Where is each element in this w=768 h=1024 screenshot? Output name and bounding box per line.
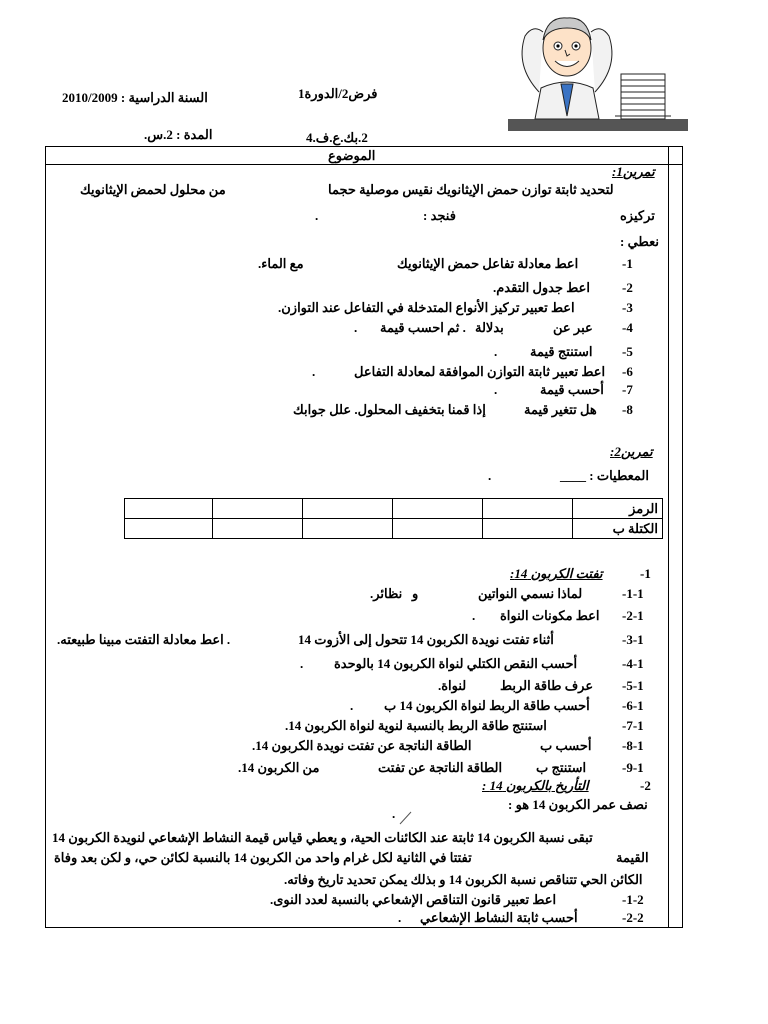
ex2-q1-6a: أحسب طاقة الربط لنواة الكربون 14 ب <box>384 698 590 713</box>
ex2-q1-1-num: -1-1 <box>622 586 644 601</box>
ex1-q7b: . <box>494 382 498 397</box>
ex2-q1-4a: أحسب النقص الكتلي لنواة الكربون 14 بالوحدة <box>334 656 578 671</box>
duration-label: المدة : 2.س. <box>144 127 213 142</box>
ex1-q8b: إذا قمنا بتخفيف المحلول. علل جوابك <box>293 402 486 417</box>
table-cell <box>212 519 302 539</box>
table-cell <box>482 499 572 519</box>
ex2-q2-2a: أحسب ثابتة النشاط الإشعاعي <box>420 910 578 925</box>
ex2-q1-6b: . <box>350 698 354 713</box>
ex2-part1-title: تفتت الكربون 14: <box>510 566 603 581</box>
ex2-q2-2-num: -2-2 <box>622 910 644 925</box>
ex1-q4-num: -4 <box>622 320 633 335</box>
school-year: السنة الدراسية : 2010/2009 <box>62 90 208 105</box>
ex2-q1-8-num: -8-1 <box>622 738 644 753</box>
ex2-q1-5b: لنواة. <box>438 678 467 693</box>
ex2-q1-9a: استنتج ب <box>536 760 587 775</box>
ex1-q4b: بدلالة <box>475 320 504 335</box>
ex2-part2-title: التأريخ بالكربون 14 : <box>482 778 589 793</box>
exercise2-title: تمرين2: <box>610 444 653 459</box>
ex1-q8-num: -8 <box>622 402 633 417</box>
ex2-q1-2b: . <box>472 608 476 623</box>
table-cell <box>392 499 482 519</box>
ex2-halflife: نصف عمر الكربون 14 هو : <box>508 797 648 812</box>
table-cell <box>302 519 392 539</box>
ex1-intro-line1b: من محلول لحمض الإيثانويك <box>80 182 226 197</box>
ex1-q1-num: -1 <box>622 256 633 271</box>
ex2-q1-3-num: -3-1 <box>622 632 644 647</box>
ex2-q1-9c: من الكربون 14. <box>238 760 320 775</box>
ex1-q2-num: -2 <box>622 280 633 295</box>
ex1-q1a: اعط معادلة تفاعل حمض الإيثانويك <box>397 256 579 271</box>
ex1-q3-num: -3 <box>622 300 633 315</box>
ex1-intro-line2c: . <box>315 208 319 223</box>
ex2-q1-9b: الطاقة الناتجة عن تفتت <box>378 760 503 775</box>
ex2-q2-1-num: -1-2 <box>622 892 644 907</box>
table-cell <box>302 499 392 519</box>
ex2-para-line3: الكائن الحي تتناقص نسبة الكربون 14 و بذلك يمكن تحديد تاريخ وفاته. <box>284 872 643 887</box>
ex2-q1-4-num: -4-1 <box>622 656 644 671</box>
ex2-q1-7-num: -7-1 <box>622 718 644 733</box>
table-cell <box>212 499 302 519</box>
ex2-q1-2a: اعط مكونات النواة <box>500 608 600 623</box>
ex2-q1-5-num: -5-1 <box>622 678 644 693</box>
ex1-q6a: اعط تعبير ثابتة التوازن الموافقة لمعادلة التفاعل <box>354 364 606 379</box>
class-label: 2.بك.ع.ف.4 <box>306 130 368 145</box>
ex2-q1-5a: عرف طاقة الربط <box>500 678 594 693</box>
ex1-intro-line2a: تركيزه <box>620 208 655 223</box>
ex2-para-line2b: تفتتا في الثانية لكل غرام واحد من الكربون 14 بالنسبة لكائن حي، و لكن بعد وفاة <box>54 850 472 865</box>
ex2-part2-num: -2 <box>640 778 651 793</box>
ex1-given: نعطي : <box>620 234 659 249</box>
ex2-part1-num: -1 <box>640 566 651 581</box>
table-row-label: الرمز <box>572 499 662 519</box>
ex1-q4a: عبر عن <box>553 320 593 335</box>
ex1-q7-num: -7 <box>622 382 633 397</box>
mass-table <box>124 498 663 539</box>
ex2-q1-1a: لماذا نسمي النواتين <box>478 586 583 601</box>
exam-title: فرض2/الدورة1 <box>298 86 378 101</box>
table-row <box>125 499 663 519</box>
frame-margin-line <box>668 146 669 928</box>
ex2-q1-8a: أحسب ب <box>540 738 592 753</box>
ex2-q1-3b: . اعط معادلة التفتت مبينا طبيعته. <box>57 632 231 647</box>
ex1-intro-line2b: فنجد : <box>423 208 456 223</box>
ex1-q5b: . <box>494 344 498 359</box>
slash-mark-icon <box>398 810 414 826</box>
ex1-q3: اعط تعبير تركيز الأنواع المتدخلة في التفاعل عند التوازن. <box>278 300 575 315</box>
table-cell <box>125 499 213 519</box>
table-cell <box>125 519 213 539</box>
ex2-q2-1: اعط تعبير قانون التناقص الإشعاعي بالنسبة لعدد النوى. <box>270 892 557 907</box>
ex2-q1-4b: . <box>300 656 304 671</box>
ex1-intro-line1: لتحديد ثابتة توازن حمض الإيثانويك نقيس موصلية حجما <box>328 182 614 197</box>
ex2-q1-6-num: -6-1 <box>622 698 644 713</box>
ex2-q1-1b: و <box>412 586 419 601</box>
ex2-data-dot: . <box>488 468 492 483</box>
exercise1-title: تمرين1: <box>612 164 655 179</box>
ex2-q1-3a: أثناء تفتت نويدة الكربون 14 تتحول إلى الأزوت 14 <box>298 632 554 647</box>
ex2-q1-1c: نظائر. <box>370 586 403 601</box>
ex2-q1-7: استنتج طاقة الربط بالنسبة لنوية لنواة الكربون 14. <box>285 718 547 733</box>
table-row-label: الكتلة ب <box>572 519 662 539</box>
ex1-q4c: . ثم احسب قيمة <box>380 320 466 335</box>
ex1-q1b: مع الماء. <box>258 256 304 271</box>
table-row <box>125 519 663 539</box>
ex1-q6b: . <box>312 364 316 379</box>
ex1-q4d: . <box>354 320 358 335</box>
ex2-q1-9-num: -9-1 <box>622 760 644 775</box>
teacher-clipart-icon <box>495 6 690 138</box>
ex2-q1-8b: الطاقة الناتجة عن تفتت نويدة الكربون 14. <box>252 738 472 753</box>
ex2-para-line2a: القيمة <box>616 850 649 865</box>
ex1-q2: اعط جدول التقدم. <box>493 280 590 295</box>
section-title: الموضوع <box>328 148 376 163</box>
ex1-q7a: أحسب قيمة <box>540 382 604 397</box>
ex2-para-line1: تبقى نسبة الكربون 14 ثابتة عند الكائنات الحية، و يعطي قياس قيمة النشاط الإشعاعي لنويدة الكربون 14 <box>52 830 593 845</box>
ex2-q1-2-num: -2-1 <box>622 608 644 623</box>
ex2-q2-2b: . <box>398 910 402 925</box>
table-cell <box>392 519 482 539</box>
ex1-q5a: استنتج قيمة <box>530 344 593 359</box>
table-cell <box>482 519 572 539</box>
ex1-q8a: هل تتغير قيمة <box>524 402 597 417</box>
ex2-data-label: المعطيات : ____ <box>560 468 649 483</box>
frame-header-line <box>45 164 683 165</box>
ex1-q5-num: -5 <box>622 344 633 359</box>
ex1-q6-num: -6 <box>622 364 633 379</box>
ex2-halflife-dot: . <box>392 806 396 821</box>
